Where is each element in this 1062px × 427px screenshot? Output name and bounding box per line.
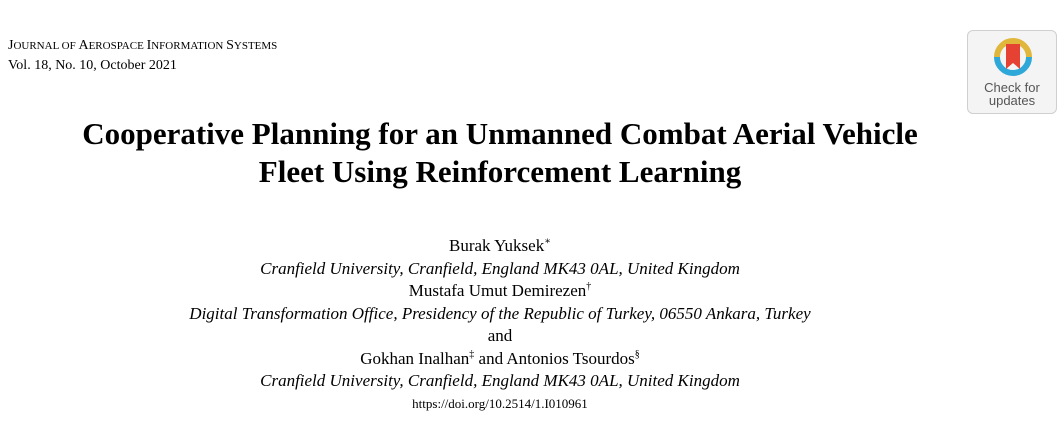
author-name: Burak Yuksek <box>448 236 545 255</box>
footnote-mark: § <box>634 348 640 360</box>
journal-header <box>8 36 277 75</box>
author-name: Antonios Tsourdos <box>506 348 635 368</box>
doi-link[interactable]: https://doi.org/10.2514/1.I010961 <box>412 395 588 411</box>
footnote-mark: † <box>586 281 592 292</box>
paper-title <box>0 115 1000 191</box>
title-line-2: Fleet Using Reinforcement Learning <box>258 154 742 189</box>
and-separator: and <box>487 326 513 345</box>
affiliation-1: Cranfield University, Cranfield, England MK43 0AL, United Kingdom <box>260 258 740 278</box>
title-line-1: Cooperative Planning for an Unmanned Combat Aerial Vehicle <box>82 116 918 151</box>
and-inline: and <box>474 348 507 368</box>
author-block <box>0 235 1000 415</box>
check-for-updates-bookmark-icon <box>990 37 1036 81</box>
journal-name: JOURNAL OF AEROSPACE INFORMATION SYSTEMS <box>8 38 278 53</box>
author-line-2 <box>0 280 1000 303</box>
footnote-mark: ‡ <box>469 348 475 360</box>
author-line-1 <box>0 235 1000 258</box>
author-name: Gokhan Inalhan <box>360 348 470 368</box>
check-for-updates-label: Check for updates <box>984 80 1040 108</box>
journal-issue: Vol. 18, No. 10, October 2021 <box>8 58 177 73</box>
affiliation-3: Cranfield University, Cranfield, England MK43 0AL, United Kingdom <box>260 371 740 390</box>
affiliation-2: Digital Transformation Office, Presidency of the Republic of Turkey, 06550 Ankara, Turkey <box>189 303 811 323</box>
author-line-3 <box>0 348 1000 371</box>
author-name: Mustafa Umut Demirezen <box>408 281 587 300</box>
check-for-updates-badge[interactable] <box>967 30 1057 114</box>
footnote-mark: ∗ <box>544 236 551 247</box>
